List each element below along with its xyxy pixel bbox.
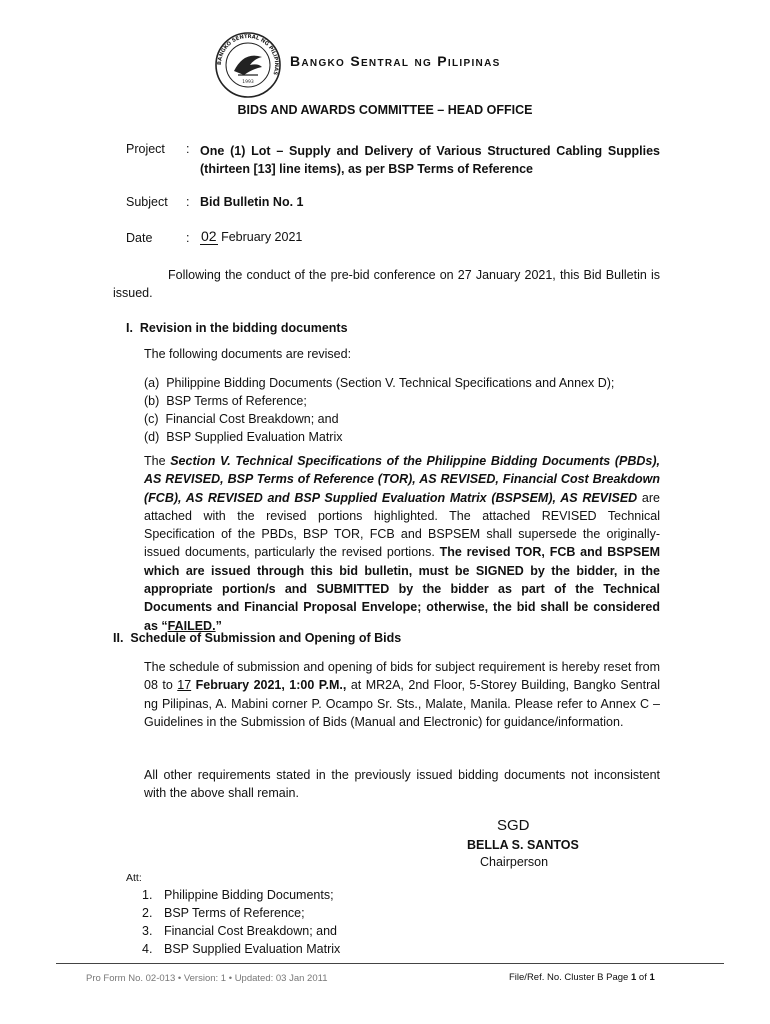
- list-item: 1. Philippine Bidding Documents;: [142, 888, 334, 902]
- attachments-label: Att:: [126, 872, 142, 884]
- intro-text: Following the conduct of the pre-bid conference on 27 January 2021, this Bid Bulletin is issued.: [113, 268, 660, 301]
- section-2-body: [144, 658, 660, 731]
- signatory-name: BELLA S. SANTOS: [467, 838, 579, 852]
- date-label: Date: [126, 231, 153, 245]
- signing-requirement: The revised TOR, FCB and BSPSEM which are issued through this bid bulletin, must be SIGNED by the bidder, in the appropriate portion/s and SUBMITTED by the bidder as part of the Technical Documents and Financial Proposal Envelope; otherwise, the bid shall be considered as “: [144, 545, 661, 633]
- list-item: 3. Financial Cost Breakdown; and: [142, 924, 338, 938]
- project-value: One (1) Lot – Supply and Delivery of Various Structured Cabling Supplies (thirteen [13] line items), as per BSP Terms of Reference: [200, 144, 660, 177]
- page-number: 1: [630, 972, 637, 983]
- project-label: Project: [126, 142, 165, 156]
- section-1-body: [144, 452, 660, 635]
- sgd-mark: SGD: [497, 817, 530, 834]
- section-2-heading: II. Schedule of Submission and Opening of Bids: [113, 631, 402, 645]
- footer-page-info: File/Ref. No. Cluster B Page 1 of 1: [509, 972, 655, 983]
- failed-text: FAILED.: [167, 618, 216, 633]
- body-text: are attached with the revised portions highlighted. The attached REVISED Technical Specification of the PBDs, BSP TOR, FCB and BSPSEM shall supersede the originally-issued documents, particularly the revised portions.: [144, 490, 660, 560]
- list-item: (a) Philippine Bidding Documents (Section V. Technical Specifications and Annex D);: [144, 376, 615, 390]
- list-item: 2. BSP Terms of Reference;: [142, 906, 305, 920]
- subject-label: Subject: [126, 195, 168, 209]
- list-item: 4. BSP Supplied Evaluation Matrix: [142, 942, 341, 956]
- footer-form-info: Pro Form No. 02-013 • Version: 1 • Updated: 03 Jan 2011: [86, 973, 328, 984]
- body-text: The: [144, 454, 171, 468]
- list-item: (c) Financial Cost Breakdown; and: [144, 412, 339, 426]
- committee-heading: BIDS AND AWARDS COMMITTEE – HEAD OFFICE: [237, 103, 533, 117]
- org-name: Bangko Sentral ng Pilipinas: [290, 53, 501, 69]
- attachments-list: [142, 886, 442, 958]
- subject-colon: :: [186, 195, 190, 209]
- body-text: The schedule of submission and opening of bids for subject requirement is hereby reset from 08 to: [144, 660, 660, 693]
- body-text: at MR2A, 2nd Floor, 5-Storey Building, Bangko Sentral ng Pilipinas, A. Mabini corner P. Ocampo Sr. Sts., Malate, Manila. Please refer to Annex C – Guidelines in the Submission of Bids (Manual and Electronic) for guidance/information.: [144, 678, 660, 729]
- list-item: (d) BSP Supplied Evaluation Matrix: [144, 430, 343, 444]
- bsp-seal-logo: [214, 31, 282, 99]
- date-value: [200, 228, 302, 244]
- date-day: 02: [201, 228, 217, 244]
- seal-year: 1993: [242, 80, 254, 85]
- list-item: (b) BSP Terms of Reference;: [144, 394, 307, 408]
- reset-day: 17: [177, 678, 192, 693]
- signatory-title: Chairperson: [480, 855, 549, 869]
- subject-value: Bid Bulletin No. 1: [200, 195, 304, 209]
- revised-docs-emphasis: Section V. Technical Specifications of the Philippine Bidding Documents (PBDs), AS REVISED, BSP Terms of Reference (TOR), AS REVISED, Financial Cost Breakdown (FCB), AS REVISED and BSP Supplied Evaluation Matrix (BSPSEM), AS REVISED: [144, 454, 660, 505]
- date-rest: February 2021: [221, 230, 303, 244]
- footer-rule: [56, 963, 724, 964]
- reset-date: February 2021, 1:00 P.M.,: [191, 678, 347, 693]
- seal-text: BANGKO SENTRAL NG PILIPINAS: [216, 33, 280, 76]
- revised-documents-list: [144, 374, 664, 446]
- close-quote: ”: [215, 618, 222, 633]
- section-2-closing: All other requirements stated in the previously issued bidding documents not inconsistent with the above shall remain.: [144, 768, 660, 801]
- intro-paragraph: [113, 266, 660, 303]
- date-colon: :: [186, 231, 190, 245]
- page-total: 1: [649, 972, 655, 983]
- section-1-lead: The following documents are revised:: [144, 347, 352, 361]
- section-1-heading: I. Revision in the bidding documents: [126, 321, 348, 335]
- project-colon: :: [186, 142, 190, 156]
